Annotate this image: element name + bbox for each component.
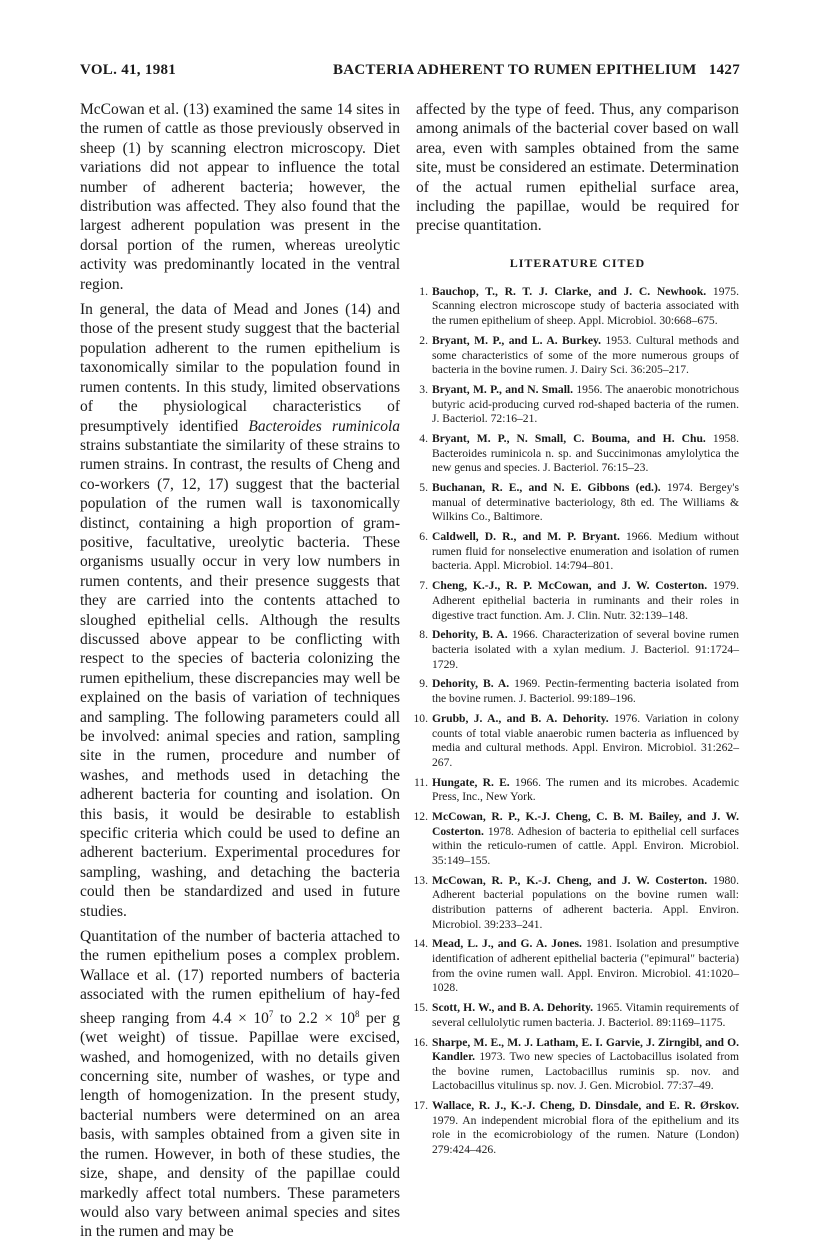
reference-authors: Grubb, J. A., and B. A. Dehority.: [432, 711, 609, 725]
reference-details: 1981. Isolation and presumptive identification of adherent epithelial bacteria ("epimural" bacteria) from the ovine rumen wall. Appl. Environ. Microbiol. 41:1020–1028.: [432, 937, 739, 995]
volume-label: VOL. 41, 1981: [80, 62, 177, 78]
reference-number: 1.: [419, 284, 428, 298]
page-number: 1427: [708, 62, 740, 78]
reference-number: 12.: [413, 810, 428, 824]
reference-number: 13.: [413, 873, 428, 887]
reference-number: 5.: [419, 481, 428, 495]
reference-item: [413, 873, 740, 932]
reference-list: [413, 284, 740, 1158]
reference-item: [416, 481, 739, 525]
reference-item: [416, 432, 739, 476]
reference-item: [413, 937, 739, 995]
paragraph-2-part-b: strains substantiate the similarity of these strains to rumen strains. In contrast, the results of Cheng and co-workers (7, 12, 17) suggest that the bacterial population of the rumen wall is taxonomically distinct, containing a high proportion of gram-positive, facultative, ureolytic bacteria. These organisms usually occur in very low numbers in rumen contents, and their presence suggests that they are carried into the contents attached to sloughed epithelial cells. Although the results discussed above appear to be conflicting with respect to the species of bacteria colonizing the rumen epithelium, these discrepancies may well be explained on the basis of variation of techniques and sampling. The following parameters could all be involved: animal species and ration, sampling site in the rumen, procedure and number of washes, and methods used in detaching the adherent bacteria for counting and isolation. On this basis, it would be desirable to establish specific criteria which could be used to define an adherent bacterium. Experimental procedures for sampling, washing, and detaching the bacteria could then be standardized and used in future studies.: [80, 436, 400, 920]
reference-number: 6.: [419, 530, 428, 544]
running-title-text: BACTERIA ADHERENT TO RUMEN EPITHELIUM: [332, 62, 697, 78]
paragraph-3-part-c: per g (wet weight) of tissue. Papillae were excised, washed, and homogenized, with no details given concerning site, number of washes, or type and length of homogenization. In the present study, bacterial numbers were determined on an area basis, with samples obtained from a given site in the rumen. However, in both of these studies, the size, shape, and density of the papillae could markedly affect total numbers. These parameters would also vary between animal species and sites in the rumen and may be: [80, 1009, 401, 1241]
reference-item: [416, 334, 739, 378]
reference-number: 14.: [413, 937, 428, 951]
reference-item: [413, 1001, 740, 1030]
reference-details: 1969. Pectin-fermenting bacteria isolated from the bovine rumen. J. Bacteriol. 99:189–196.: [432, 677, 739, 706]
reference-item: [413, 775, 739, 805]
reference-details: 1958. Bacteroides ruminicola n. sp. and Succinimonas amylolytica the new genus and species. J. Bacteriol. 76:15–23.: [432, 432, 739, 475]
reference-item: [416, 677, 739, 706]
reference-authors: Caldwell, D. R., and M. P. Bryant.: [432, 530, 620, 544]
reference-details: 1978. Adhesion of bacteria to epithelial cell surfaces within the reticulo-rumen of cattle. Appl. Environ. Microbiol. 35:149–155.: [432, 824, 739, 867]
reference-authors: Dehority, B. A.: [432, 628, 508, 642]
section-title: LITERATURE CITED: [509, 255, 646, 270]
reference-details: 1976. Variation in colony counts of total viable anaerobic rumen bacteria as influenced by media and cultural methods. Appl. Environ. Microbiol. 31:262–267.: [432, 711, 739, 769]
reference-number: 16.: [413, 1035, 428, 1049]
reference-authors: Cheng, K.-J., R. P. McCowan, and J. W. Costerton.: [432, 579, 708, 593]
reference-number: 11.: [413, 775, 428, 789]
reference-authors: Buchanan, R. E., and N. E. Gibbons (ed.).: [432, 481, 661, 495]
reference-details: 1973. Two new species of Lactobacillus isolated from the bovine rumen, Lactobacillus ruminis sp. nov. and Lactobacillus vitulinus sp. nov. J. Gen. Microbiol. 77:37–49.: [432, 1050, 739, 1093]
reference-authors: McCowan, R. P., K.-J. Cheng, and J. W. Costerton.: [432, 873, 708, 887]
reference-authors: McCowan, R. P., K.-J. Cheng, C. B. M. Bailey, and J. W. Costerton.: [432, 810, 739, 838]
reference-number: 7.: [419, 579, 428, 593]
exponent-1: 7: [268, 1008, 274, 1019]
left-column: [80, 100, 400, 1242]
reference-details: 1974. Bergey's manual of determinative bacteriology, 8th ed. The Williams & Wilkins Co., Baltimore.: [432, 481, 739, 524]
paragraph-3-part-a: Quantitation of the number of bacteria attached to the rumen epithelium poses a complex problem. Wallace et al. (17) reported numbers of bacteria associated with the rumen epithelium of hay-fed sheep ranging from 4.4 × 10: [80, 928, 400, 1027]
reference-details: 1966. Characterization of several bovine rumen bacteria isolated with a xylan medium. J. Bacteriol. 91:1724–1729.: [432, 628, 740, 671]
reference-details: 1979. Adherent epithelial bacteria in ruminants and their roles in digestive tract function. Am. J. Clin. Nutr. 32:139–148.: [432, 579, 740, 622]
paragraph-1: McCowan et al. (13) examined the same 14 sites in the rumen of cattle as those previously observed in sheep (1) by scanning electron microscopy. Diet variations did not appear to influence the total number of adherent bacteria; however, the distribution was affected. They also found that the largest adherent population was present in the dorsal portion of the rumen, whereas ureolytic activity was predominantly located in the ventral region.: [80, 101, 400, 293]
reference-authors: Mead, L. J., and G. A. Jones.: [432, 937, 582, 951]
reference-authors: Hungate, R. E.: [432, 775, 510, 789]
reference-details: 1975. Scanning electron microscope study of bacteria associated with the rumen epithelium of sheep. Appl. Microbiol. 30:668–675.: [432, 284, 739, 328]
reference-authors: Bryant, M. P., N. Small, C. Bouma, and H. Chu.: [432, 432, 706, 446]
reference-item: [413, 810, 739, 868]
reference-authors: Bryant, M. P., and N. Small.: [432, 383, 574, 396]
reference-authors: Wallace, R. J., K.-J. Cheng, D. Dinsdale, and E. R. Ørskov.: [432, 1099, 739, 1113]
species-name: Bacteroides ruminicola: [248, 417, 401, 435]
paragraph-continued: affected by the type of feed. Thus, any comparison among animals of the bacterial cover based on wall area, even with samples obtained from the same site, must be considered an estimate. Determination of the actual rumen epithelial surface area, including the papillae, would be required for precise quantitation.: [416, 101, 739, 235]
reference-item: [413, 711, 739, 770]
reference-item: [416, 579, 739, 623]
reference-authors: Sharpe, M. E., M. J. Latham, E. I. Garvie, J. Zirngibl, and O. Kandler.: [432, 1035, 739, 1064]
reference-number: 8.: [419, 628, 428, 642]
reference-item: [416, 628, 739, 672]
paragraph-3: [80, 927, 400, 1242]
reference-details: 1965. Vitamin requirements of several cellulolytic rumen bacteria. J. Bacteriol. 89:1169–1175.: [432, 1001, 740, 1029]
paragraph-2: [80, 300, 400, 921]
reference-authors: Bauchop, T., R. T. J. Clarke, and J. C. Newhook.: [432, 284, 707, 298]
reference-details: 1980. Adherent bacterial populations on the bovine rumen wall: distribution patterns of adherent bacteria. Appl. Environ. Microbiol. 39:233–241.: [432, 873, 740, 931]
reference-item: [413, 1035, 739, 1094]
reference-details: 1953. Cultural methods and some characteristics of some of the more numerous groups of bacteria in the bovine rumen. J. Dairy Sci. 36:205–217.: [432, 333, 739, 377]
reference-item: [416, 530, 739, 574]
reference-details: 1979. An independent microbial flora of the epithelium and its role in the ecomicrobiology of the rumen. Nature (London) 279:424–426.: [432, 1113, 739, 1157]
reference-number: 3.: [419, 383, 428, 396]
reference-item: [416, 383, 739, 427]
reference-number: 17.: [413, 1099, 428, 1113]
running-title: [333, 62, 740, 79]
reference-details: 1966. The rumen and its microbes. Academic Press, Inc., New York.: [432, 775, 739, 804]
paragraph-2-part-a: In general, the data of Mead and Jones (14) and those of the present study suggest that the bacterial population adherent to the rumen epithelium is taxonomically similar to the population found in rumen contents. In this study, limited observations of the physiological characteristics of presumptively identified: [80, 301, 400, 435]
reference-number: 2.: [419, 333, 428, 347]
reference-authors: Scott, H. W., and B. A. Dehority.: [432, 1001, 594, 1015]
reference-details: 1956. The anaerobic monotrichous butyric acid-producing curved rod-shaped bacteria of the rumen. J. Bacteriol. 72:16–21.: [432, 383, 739, 426]
reference-authors: Dehority, B. A.: [432, 677, 510, 691]
right-column: [413, 100, 740, 1163]
reference-item: [413, 1099, 739, 1157]
reference-authors: Bryant, M. P., and L. A. Burkey.: [432, 333, 602, 347]
paragraph-3-part-b: to 2.2 × 10: [273, 1009, 355, 1027]
exponent-2: 8: [354, 1008, 360, 1019]
reference-number: 9.: [419, 677, 428, 691]
reference-details: 1966. Medium without rumen fluid for nonselective enumeration and isolation of rumen bacteria. Appl. Microbiol. 14:794–801.: [432, 530, 739, 573]
reference-item: [416, 285, 739, 329]
page-header: [80, 62, 740, 88]
reference-number: 4.: [419, 432, 428, 446]
reference-number: 10.: [413, 711, 428, 725]
reference-number: 15.: [413, 1001, 428, 1015]
